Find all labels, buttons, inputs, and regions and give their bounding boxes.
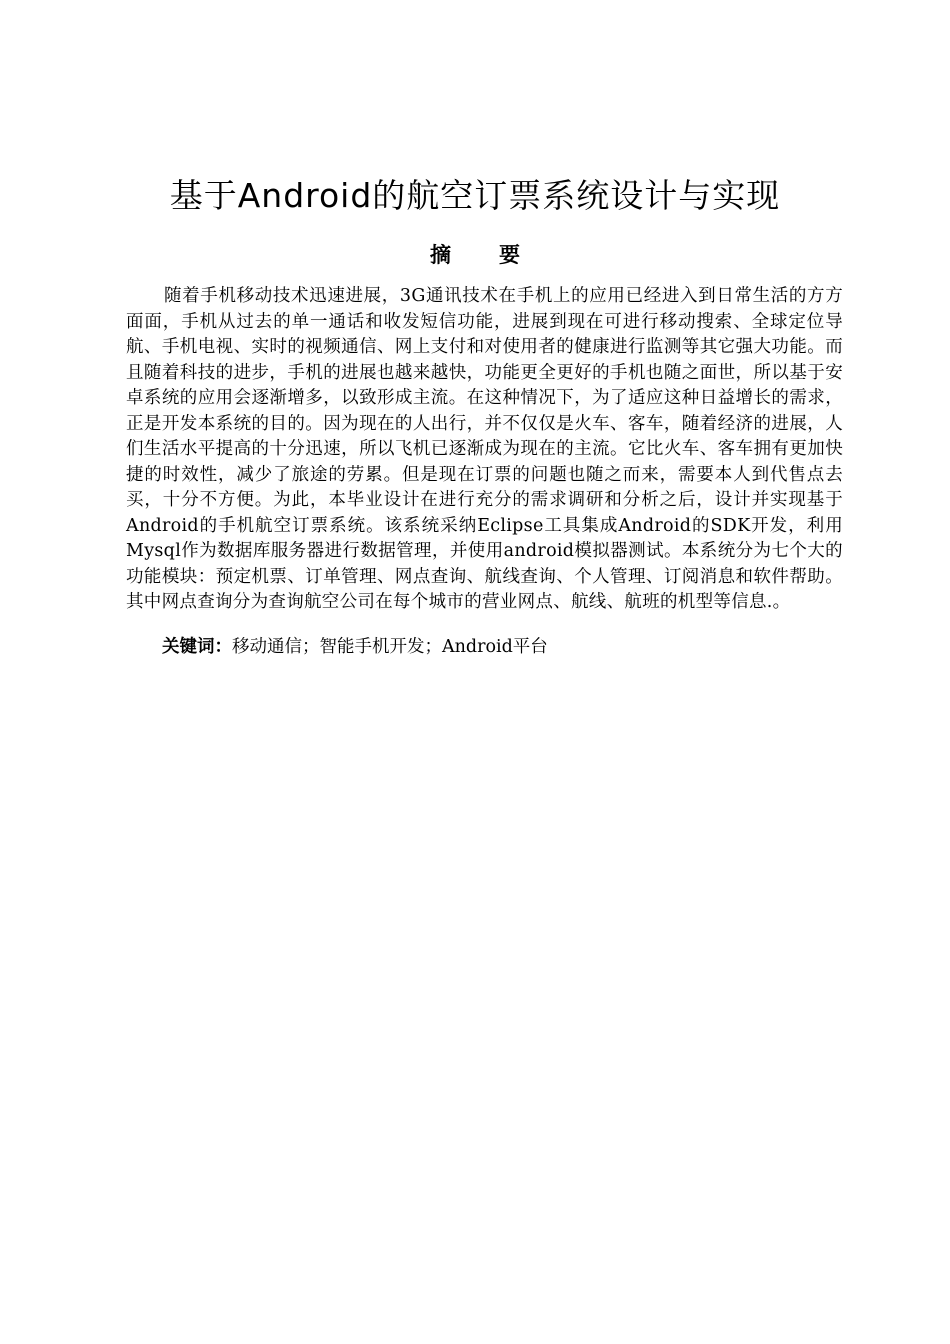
keywords-line (162, 634, 842, 660)
document-title: 基于Android的航空订票系统设计与实现 (169, 176, 781, 215)
keywords-label: 关键词： (162, 637, 232, 657)
abstract-body: 随着手机移动技术迅速进展，3G通讯技术在手机上的应用已经进入到日常生活的方方面面，手机从过去的单一通话和收发短信功能，进展到现在可进行移动搜索、全球定位导航、手机电视、实时的视频通信、网上支付和对使用者的健康进行监测等其它强大功能。而且随着科技的进步，手机的进展也越来越快，功能更全更好的手机也随之面世，所以基于安卓系统的应用会逐渐增多，以致形成主流。在这种情况下，为了适应这种日益增长的需求，正是开发本系统的目的。因为现在的人出行，并不仅仅是火车、客车，随着经济的进展，人们生活水平提高的十分迅速，所以飞机已逐渐成为现在的主流。它比火车、客车拥有更加快捷的时效性，减少了旅途的劳累。但是现在订票的问题也随之而来，需要本人到代售点去买，十分不方便。为此，本毕业设计在进行充分的需求调研和分析之后，设计并实现基于Android的手机航空订票系统。该系统采纳Eclipse工具集成Android的SDK开发，利用Mysql作为数据库服务器进行数据管理，并使用android模拟器测试。本系统分为七个大的功能模块：预定机票、订单管理、网点查询、航线查询、个人管理、订阅消息和软件帮助。其中网点查询分为查询航空公司在每个城市的营业网点、航线、航班的机型等信息.。 (126, 286, 843, 612)
abstract-heading: 摘要 (430, 243, 568, 267)
keywords-value: 移动通信；智能手机开发；Android平台 (232, 637, 548, 657)
